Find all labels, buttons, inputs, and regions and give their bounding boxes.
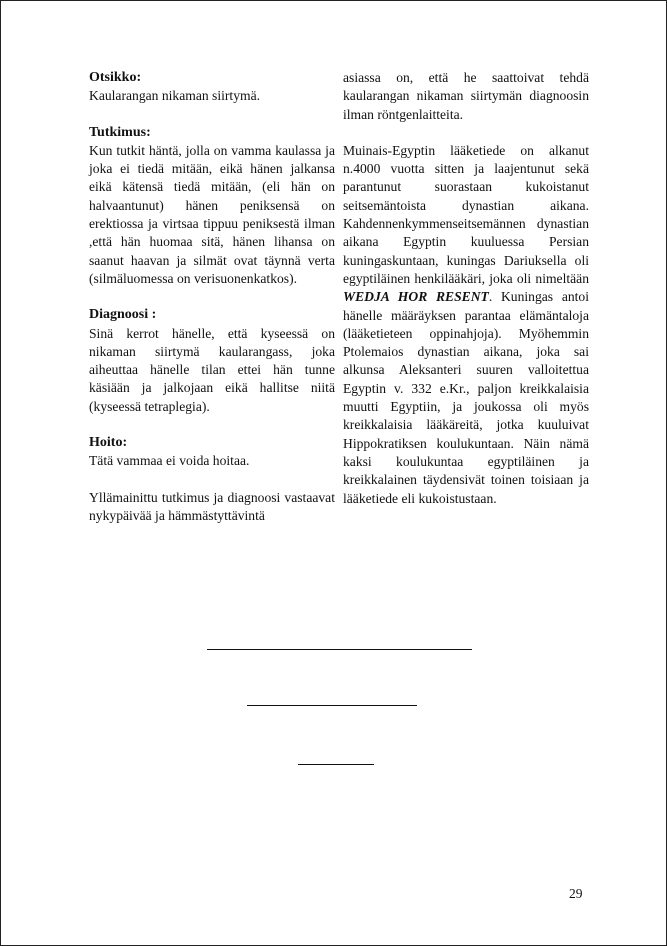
history-paragraph — [343, 142, 589, 508]
hoito-heading: Hoito: — [89, 435, 128, 451]
history-text-before: Muinais-Egyptin lääketiede on alkanut n.4000 vuotta sitten ja laajentunut sekä parantunut suorastaan kukoistanut seitsemäntoista dynastian aikana. Kahdennenkymmenseitsemännen dynastian aikana Egyptin kuuluessa Persian kuningaskuntaan, kuningas Dariuksella oli egyptiläinen henkilääkäri, joka oli nimeltään — [343, 142, 589, 286]
divider-short — [298, 764, 374, 765]
right-column — [343, 69, 589, 508]
diagnoosi-text: Sinä kerrot hänelle, että kyseessä on nikaman siirtymä kaularangass, joka aiheuttaa hänelle tilan ettei hän tunne käsiään ja jalkojaan eikä hallitse niitä (kyseessä tetraplegia). — [89, 325, 335, 414]
otsikko-text: Kaularangan nikaman siirtymä. — [89, 88, 260, 104]
spacer — [89, 416, 335, 434]
otsikko-heading: Otsikko: — [89, 70, 142, 85]
closing-paragraph-start: Yllämainittu tutkimus ja diagnoosi vastaavat nykypäivää ja hämmästyttävintä — [89, 489, 335, 523]
tutkimus-text: Kun tutkit häntä, jolla on vamma kaulassa ja joka ei tiedä mitään, eikä hänen jalkansa eikä kätensä tiedä mitään, (eli hän on halvaantunut) hänen peniksensä on erektiossa ja virtsaa tippuu peniksestä ilman ,että hän huomaa sitä, hänen lihansa on saanut haavan ja silmät ovat täynnä verta (silmäluomessa on verisuonenkatkos). — [89, 142, 335, 286]
history-text-after: . Kuningas antoi hänelle määräyksen parantaa elämäntaloja (lääketieteen oppinahjoja). Myöhemmin Ptolemaios dynastian aikana, joka sai alkunsa Aleksanteri suuren valloitettua Egyptin v. 332 e.Kr., paljon kreikkalaisia muutti Egyptiin, ja joukossa oli myös kreikkalaisia lääkäreitä, jotka kuuluivat Hippokratiksen koulukuntaan. Näin nämä kaksi koulukuntaa egyptiläinen ja kreikkalainen täydensivät toinen toisiaan ja lääketiede eli kukoistustaan. — [343, 289, 589, 506]
hoito-text: Tätä vammaa ei voida hoitaa. — [89, 453, 250, 469]
tutkimus-heading: Tutkimus: — [89, 124, 151, 140]
closing-paragraph-end: asiassa on, että he saattoivat tehdä kaularangan nikaman siirtymän diagnoosin ilman röntgenlaitteita. — [343, 70, 589, 122]
spacer — [89, 288, 335, 306]
page-number: 29 — [569, 886, 583, 901]
spacer — [343, 124, 589, 142]
left-column — [89, 69, 335, 525]
spacer — [89, 471, 335, 489]
divider-long — [207, 649, 472, 650]
physician-name: WEDJA HOR RESENT — [343, 289, 489, 305]
spacer — [89, 106, 335, 124]
diagnoosi-heading: Diagnoosi : — [89, 307, 157, 323]
divider-medium — [247, 705, 417, 706]
